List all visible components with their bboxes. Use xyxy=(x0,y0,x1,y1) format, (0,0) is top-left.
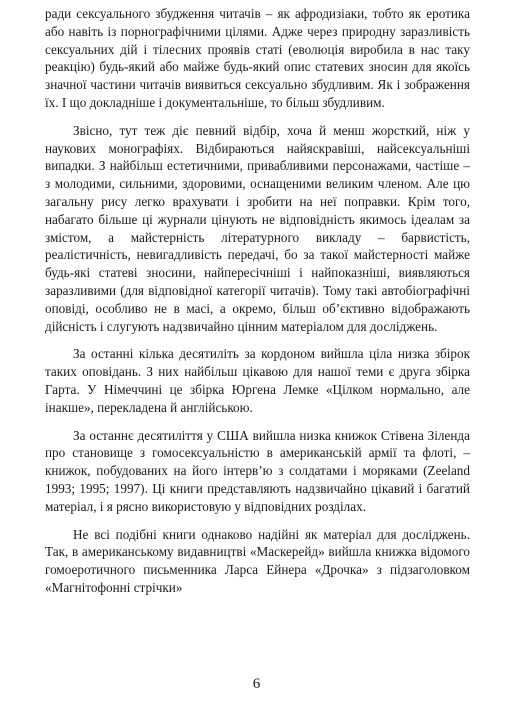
paragraph-reliability: Не всі подібні книги однаково надійні як матеріал для досліджень. Так, в американському видавництві «Маскерейд» вийшла книжка відомого гомоеротичного письменника Ларса Ейнера «Дрочка» з підзаголовком «Магнітофонні стрічки» xyxy=(45,526,470,595)
paragraph-selection: Звісно, тут теж діє певний відбір, хоча й менш жорсткий, ніж у наукових монографіях. Відбираються найяскравіші, найсексуальніші випадки. З найбільш естетичними, привабливими персонажами, частіше – з молодими, сильними, здоровими, оснащеними великим членом. Але цю загальну рису легко врахувати і зробити на неї поправки. Крім того, набагато більше ці журнали цінують не відповідність якимось ідеалам за змістом, а майстерність літературного викладу – барвистість, реалістичність, невигадливість передачі, бо за такої майстерності майже будь-які статеві зносини, найпересічніші і найпоказніші, виявляються заразливими (для відповідної категорії читачів). Тому такі автобіографічні оповіді, особливо не в масі, а окремо, більш об’єктивно відображають дійсність і слугують надзвичайно цінним матеріалом для досліджень. xyxy=(45,122,470,334)
paragraph-continued: ради сексуального збудження читачів – як афродизіаки, тобто як еротика або навіть із порнографічними цілями. Адже через природну заразливість сексуальних дій і тілесних проявів статі (еволюція виробила в нас таку реакцію) будь-який або майже будь-який опис статевих зносин для якоїсь значної частини читачів виявиться сексуально збудливим. Як і зображення їх. І що докладніше і документальніше, то більш збудливим. xyxy=(45,6,470,110)
page-number: 6 xyxy=(252,676,261,692)
paragraph-collections: За останні кілька десятиліть за кордоном вийшла ціла низка збірок таких оповідань. З них найбільш цікавою для нашої теми є друга збірка Гарта. У Німеччині це збірка Юргена Лемке «Цілком нормально, але інакше», перекладена й англійською. xyxy=(45,346,470,415)
body-text xyxy=(45,5,470,597)
paragraph-zeeland: За останнє десятиліття у США вийшла низка книжок Стівена Зіленда про становище з гомосексуальністю в американській армії та флоті, – книжок, побудованих на його інтерв’ю з солдатами і моряками (Zeeland 1993; 1995; 1997). Ці книги представляють надзвичайно цікавий і багатий матеріал, і я рясно використовую у відповідних розділах. xyxy=(45,427,470,514)
